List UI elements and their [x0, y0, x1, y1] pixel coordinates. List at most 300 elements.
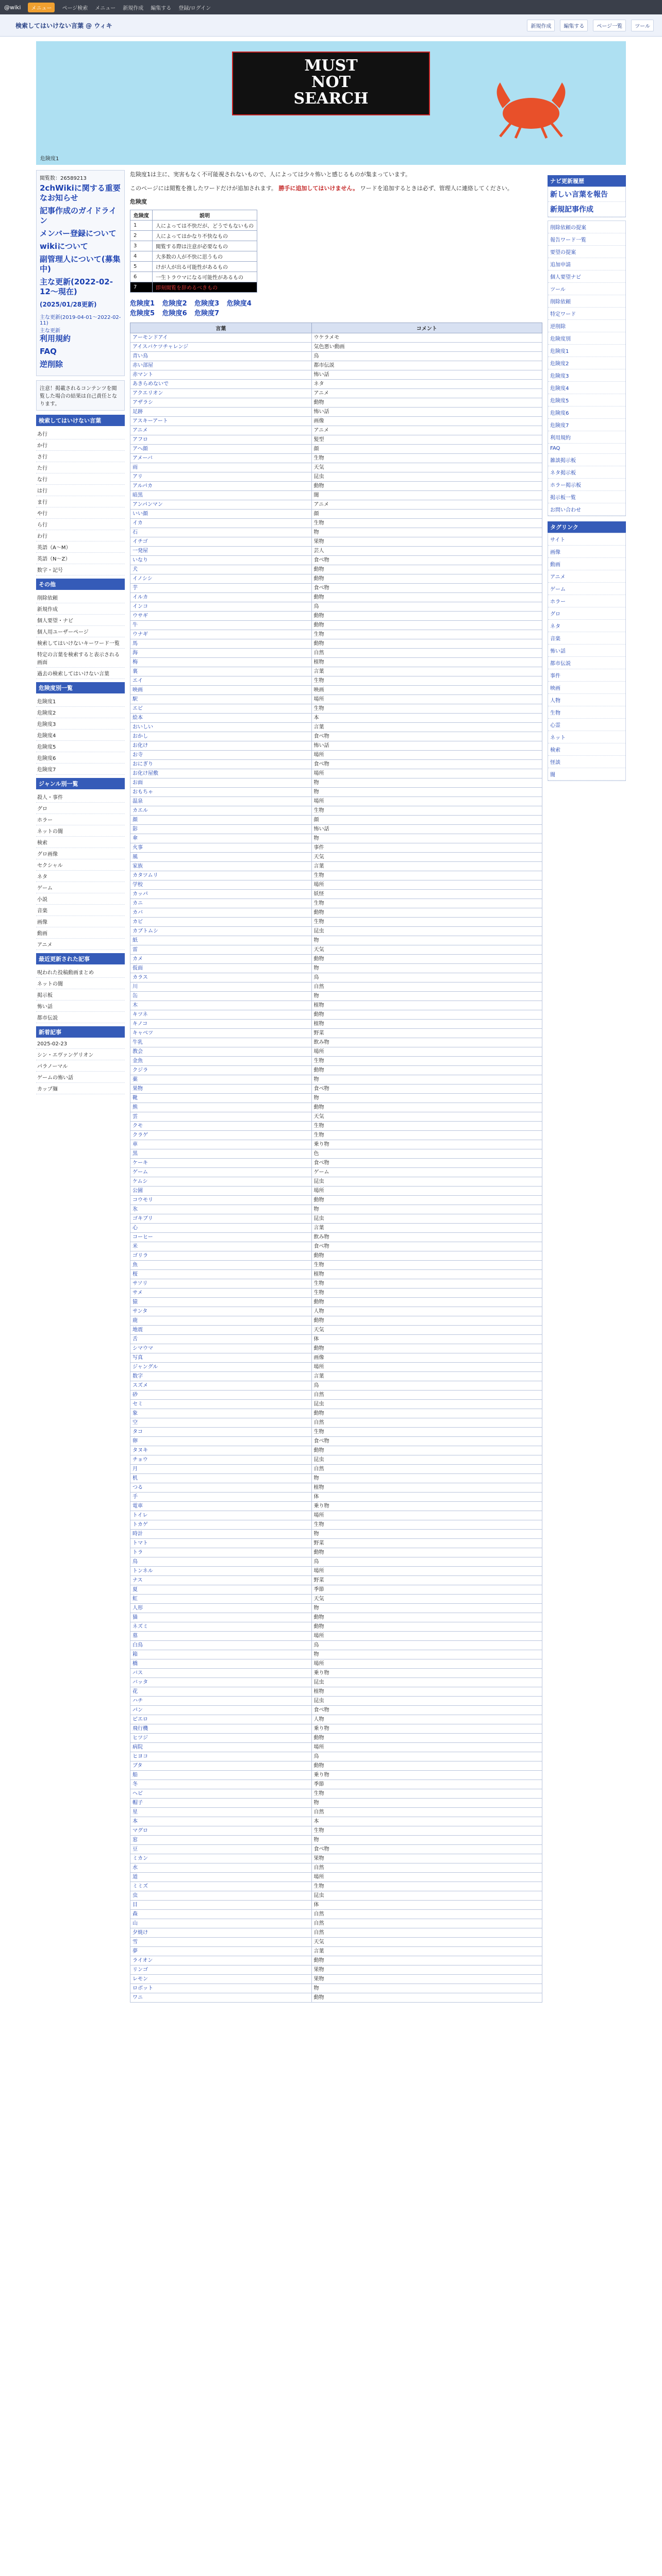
word-cell[interactable]: 公園: [130, 1187, 312, 1196]
word-cell[interactable]: カエル: [130, 806, 312, 816]
word-cell[interactable]: ヘビ: [130, 1789, 312, 1799]
word-cell[interactable]: 病院: [130, 1743, 312, 1752]
word-cell[interactable]: ブタ: [130, 1761, 312, 1771]
nav-item[interactable]: や行: [36, 507, 125, 519]
category-link[interactable]: 危険度7: [194, 310, 220, 317]
genre-item[interactable]: ゲーム: [36, 882, 125, 893]
word-cell[interactable]: 卵: [130, 1437, 312, 1446]
nav-item[interactable]: 英語（A～M）: [36, 541, 125, 553]
genre-item[interactable]: ホラー: [36, 814, 125, 825]
word-cell[interactable]: アメーバ: [130, 454, 312, 463]
word-cell[interactable]: アンパンマン: [130, 500, 312, 510]
word-cell[interactable]: エイ: [130, 676, 312, 686]
word-cell[interactable]: アイスバケツチャレンジ: [130, 343, 312, 352]
word-cell[interactable]: ヒヨコ: [130, 1752, 312, 1761]
word-cell[interactable]: 一発屋: [130, 547, 312, 556]
word-cell[interactable]: ウナギ: [130, 630, 312, 639]
word-cell[interactable]: サンタ: [130, 1307, 312, 1316]
category-link[interactable]: 危険度3: [194, 300, 220, 308]
word-cell[interactable]: トカゲ: [130, 1520, 312, 1530]
word-cell[interactable]: ゴキブリ: [130, 1214, 312, 1224]
word-cell[interactable]: お寺: [130, 751, 312, 760]
word-cell[interactable]: 赤い部屋: [130, 361, 312, 370]
word-cell[interactable]: 夕焼け: [130, 1928, 312, 1938]
word-cell[interactable]: アスキーアート: [130, 417, 312, 426]
word-cell[interactable]: 月: [130, 1465, 312, 1474]
danger-item[interactable]: 危険度3: [36, 718, 125, 730]
word-cell[interactable]: 本: [130, 1817, 312, 1826]
other-item[interactable]: 過去の検索してはいけない言葉: [36, 668, 125, 679]
word-cell[interactable]: イカ: [130, 519, 312, 528]
nav-item[interactable]: な行: [36, 473, 125, 485]
word-cell[interactable]: ケムシ: [130, 1177, 312, 1187]
right-link[interactable]: 報告ワード一覧: [548, 233, 625, 246]
word-cell[interactable]: クジラ: [130, 1066, 312, 1075]
word-cell[interactable]: 紙: [130, 936, 312, 945]
word-cell[interactable]: 鳥: [130, 1557, 312, 1567]
right-link[interactable]: 危険度3: [548, 369, 625, 382]
brand[interactable]: [0, 4, 25, 11]
right-link[interactable]: 危険度2: [548, 357, 625, 369]
word-cell[interactable]: 夢: [130, 1947, 312, 1956]
word-cell[interactable]: ネズミ: [130, 1622, 312, 1632]
word-cell[interactable]: カニ: [130, 899, 312, 908]
nav-item[interactable]: ら行: [36, 519, 125, 530]
word-cell[interactable]: ハチ: [130, 1697, 312, 1706]
left-sub-link-2[interactable]: 利用規約: [40, 334, 71, 343]
right-tag[interactable]: ゲーム: [548, 583, 625, 595]
word-cell[interactable]: イノシシ: [130, 574, 312, 584]
right-link[interactable]: 雑談掲示板: [548, 454, 625, 466]
word-cell[interactable]: 目: [130, 1901, 312, 1910]
word-cell[interactable]: ゴリラ: [130, 1251, 312, 1261]
nav-item[interactable]: ま行: [36, 496, 125, 507]
genre-item[interactable]: アニメ: [36, 939, 125, 950]
word-cell[interactable]: 仮面: [130, 964, 312, 973]
word-cell[interactable]: キツネ: [130, 1010, 312, 1020]
genre-item[interactable]: ネタ: [36, 871, 125, 882]
word-cell[interactable]: お面: [130, 778, 312, 788]
nav-item[interactable]: 数字・記号: [36, 564, 125, 575]
nav-item[interactable]: 英語（N～Z）: [36, 553, 125, 564]
word-cell[interactable]: ヒツジ: [130, 1734, 312, 1743]
word-cell[interactable]: 雲: [130, 1112, 312, 1122]
word-cell[interactable]: 写真: [130, 1353, 312, 1363]
genre-item[interactable]: 音楽: [36, 905, 125, 916]
word-cell[interactable]: 豆: [130, 1845, 312, 1854]
word-cell[interactable]: 山: [130, 1919, 312, 1928]
word-cell[interactable]: 星: [130, 1808, 312, 1817]
word-cell[interactable]: 窓: [130, 1836, 312, 1845]
word-cell[interactable]: ミミズ: [130, 1882, 312, 1891]
word-cell[interactable]: 帽子: [130, 1799, 312, 1808]
word-cell[interactable]: 海: [130, 649, 312, 658]
word-cell[interactable]: お化け: [130, 741, 312, 751]
category-link[interactable]: 危険度1: [130, 300, 155, 308]
right-link[interactable]: ツール: [548, 283, 625, 295]
breadcrumb[interactable]: 危険度1: [40, 156, 59, 162]
word-cell[interactable]: シマウマ: [130, 1344, 312, 1353]
word-cell[interactable]: カビ: [130, 918, 312, 927]
left-sub-link-4[interactable]: 逆削除: [40, 360, 63, 369]
recent-item[interactable]: 掲示板: [36, 989, 125, 1001]
word-cell[interactable]: 影: [130, 825, 312, 834]
word-cell[interactable]: 暗黒: [130, 491, 312, 500]
right-tag[interactable]: アニメ: [548, 570, 625, 583]
wiki-title[interactable]: 検索してはいけない言葉 @ ウィキ: [15, 22, 112, 29]
recent-item[interactable]: 呪われた投稿動画まとめ: [36, 967, 125, 978]
right-tag[interactable]: グロ: [548, 607, 625, 620]
word-cell[interactable]: クモ: [130, 1122, 312, 1131]
subbar-tools[interactable]: ツール: [631, 20, 654, 31]
genre-item[interactable]: 小説: [36, 893, 125, 905]
nav-item[interactable]: さ行: [36, 451, 125, 462]
word-cell[interactable]: 犬: [130, 565, 312, 574]
category-link[interactable]: 危険度2: [162, 300, 187, 308]
word-cell[interactable]: カメ: [130, 955, 312, 964]
right-link[interactable]: 危険度5: [548, 394, 625, 406]
right-link[interactable]: 危険度6: [548, 406, 625, 419]
word-cell[interactable]: トンネル: [130, 1567, 312, 1576]
word-cell[interactable]: エビ: [130, 704, 312, 714]
word-cell[interactable]: 船: [130, 1771, 312, 1780]
right-tag[interactable]: ホラー: [548, 595, 625, 607]
word-cell[interactable]: 火事: [130, 843, 312, 853]
word-cell[interactable]: アルパカ: [130, 482, 312, 491]
word-cell[interactable]: おかし: [130, 732, 312, 741]
right-tag[interactable]: 検索: [548, 743, 625, 756]
word-cell[interactable]: バス: [130, 1669, 312, 1678]
word-cell[interactable]: 道: [130, 1873, 312, 1882]
word-cell[interactable]: 石: [130, 528, 312, 537]
topbar-tool-search[interactable]: ページ検索: [62, 5, 88, 11]
word-cell[interactable]: インコ: [130, 602, 312, 612]
word-cell[interactable]: カブトムシ: [130, 927, 312, 936]
word-cell[interactable]: 人形: [130, 1604, 312, 1613]
menu-pill[interactable]: メニュー: [28, 3, 55, 12]
word-cell[interactable]: コウモリ: [130, 1196, 312, 1205]
word-cell[interactable]: 馬: [130, 639, 312, 649]
word-cell[interactable]: 虹: [130, 1595, 312, 1604]
word-cell[interactable]: マグロ: [130, 1826, 312, 1836]
right-link[interactable]: ネタ掲示板: [548, 466, 625, 479]
right-tag[interactable]: 都市伝説: [548, 657, 625, 669]
word-cell[interactable]: 車: [130, 1140, 312, 1149]
word-cell[interactable]: 猿: [130, 1298, 312, 1307]
word-cell[interactable]: 裏: [130, 667, 312, 676]
danger-item[interactable]: 危険度2: [36, 707, 125, 718]
nav-item[interactable]: あ行: [36, 428, 125, 439]
word-cell[interactable]: ライオン: [130, 1956, 312, 1965]
word-cell[interactable]: 映画: [130, 686, 312, 695]
other-item[interactable]: 特定の言葉を検索すると表示される画面: [36, 649, 125, 668]
word-cell[interactable]: アフロ: [130, 435, 312, 445]
word-cell[interactable]: 象: [130, 1409, 312, 1418]
word-cell[interactable]: アーモンドアイ: [130, 333, 312, 343]
right-link[interactable]: 危険度4: [548, 382, 625, 394]
genre-item[interactable]: グロ: [36, 803, 125, 814]
word-cell[interactable]: 靴: [130, 1094, 312, 1103]
word-cell[interactable]: イルカ: [130, 593, 312, 602]
word-cell[interactable]: パン: [130, 1706, 312, 1715]
word-cell[interactable]: 鹿: [130, 1316, 312, 1326]
word-cell[interactable]: クラゲ: [130, 1131, 312, 1140]
word-cell[interactable]: 絵本: [130, 714, 312, 723]
right-tag[interactable]: 心霊: [548, 719, 625, 731]
word-cell[interactable]: 橋: [130, 1659, 312, 1669]
word-cell[interactable]: 薬: [130, 1075, 312, 1084]
genre-item[interactable]: グロ画像: [36, 848, 125, 859]
subbar-pages[interactable]: ページ一覧: [593, 20, 626, 31]
left-sub-link-1[interactable]: 主な更新: [40, 328, 60, 334]
word-cell[interactable]: 数字: [130, 1372, 312, 1381]
right-tag[interactable]: 怪談: [548, 756, 625, 768]
right-link[interactable]: 危険度1: [548, 345, 625, 357]
word-cell[interactable]: ウサギ: [130, 612, 312, 621]
recent-item[interactable]: 怖い話: [36, 1001, 125, 1012]
word-cell[interactable]: 舌: [130, 1335, 312, 1344]
word-cell[interactable]: 雪: [130, 1938, 312, 1947]
word-cell[interactable]: 熊: [130, 1103, 312, 1112]
word-cell[interactable]: ピエロ: [130, 1715, 312, 1724]
right-big-link[interactable]: 新しい言葉を報告: [548, 187, 625, 202]
danger-item[interactable]: 危険度1: [36, 696, 125, 707]
word-cell[interactable]: 飛行機: [130, 1724, 312, 1734]
left-big-link-0[interactable]: 2chWikiに関する重要なお知らせ: [40, 183, 121, 202]
left-big-link-5[interactable]: 主な更新(2022-02-12～現在): [40, 277, 113, 296]
word-cell[interactable]: イチゴ: [130, 537, 312, 547]
word-cell[interactable]: カタツムリ: [130, 871, 312, 880]
word-cell[interactable]: 地震: [130, 1326, 312, 1335]
category-link[interactable]: 危険度4: [226, 300, 252, 308]
recent-item[interactable]: ネットの闇: [36, 978, 125, 989]
right-link[interactable]: 特定ワード: [548, 308, 625, 320]
word-cell[interactable]: 冬: [130, 1780, 312, 1789]
word-cell[interactable]: 魚: [130, 1261, 312, 1270]
genre-item[interactable]: 画像: [36, 916, 125, 927]
right-link[interactable]: 利用規約: [548, 431, 625, 444]
word-cell[interactable]: 木: [130, 1001, 312, 1010]
danger-item[interactable]: 危険度5: [36, 741, 125, 752]
word-cell[interactable]: 机: [130, 1474, 312, 1483]
word-cell[interactable]: 足跡: [130, 408, 312, 417]
word-cell[interactable]: 虫: [130, 1891, 312, 1901]
word-cell[interactable]: 氷: [130, 1205, 312, 1214]
word-cell[interactable]: アヘ顔: [130, 445, 312, 454]
right-tag[interactable]: 生物: [548, 706, 625, 719]
word-cell[interactable]: 夏: [130, 1585, 312, 1595]
word-cell[interactable]: リンゴ: [130, 1965, 312, 1975]
word-cell[interactable]: いなり: [130, 556, 312, 565]
word-cell[interactable]: 雨: [130, 463, 312, 472]
word-cell[interactable]: 青い鳥: [130, 352, 312, 361]
other-item[interactable]: 個人要望・ナビ: [36, 615, 125, 626]
word-cell[interactable]: 風: [130, 853, 312, 862]
left-big-link-1[interactable]: 記事作成のガイドライン: [40, 206, 117, 225]
word-cell[interactable]: 傘: [130, 834, 312, 843]
genre-item[interactable]: 検索: [36, 837, 125, 848]
right-big-link[interactable]: 新規記事作成: [548, 202, 625, 217]
subbar-new[interactable]: 新規作成: [527, 20, 555, 31]
word-cell[interactable]: 雷: [130, 945, 312, 955]
word-cell[interactable]: キノコ: [130, 1020, 312, 1029]
topbar-tool-edit[interactable]: 編集する: [151, 5, 172, 11]
left-big-link-2[interactable]: メンバー登録について: [40, 229, 117, 238]
word-cell[interactable]: トラ: [130, 1548, 312, 1557]
right-tag[interactable]: 事件: [548, 669, 625, 682]
right-link[interactable]: 危険度別: [548, 332, 625, 345]
word-cell[interactable]: 牛: [130, 621, 312, 630]
word-cell[interactable]: 教会: [130, 1047, 312, 1057]
other-item[interactable]: 新規作成: [36, 603, 125, 615]
word-cell[interactable]: 米: [130, 1242, 312, 1251]
genre-item[interactable]: 動画: [36, 927, 125, 939]
right-link[interactable]: 掲示板一覧: [548, 491, 625, 503]
word-cell[interactable]: いい顔: [130, 510, 312, 519]
word-cell[interactable]: ワニ: [130, 1993, 312, 2003]
right-link[interactable]: 削除依頼: [548, 295, 625, 308]
word-cell[interactable]: 金魚: [130, 1057, 312, 1066]
topbar-tool-new[interactable]: 新規作成: [123, 5, 144, 11]
nav-item[interactable]: た行: [36, 462, 125, 473]
word-cell[interactable]: スズメ: [130, 1381, 312, 1391]
other-item[interactable]: 削除依頼: [36, 592, 125, 603]
word-cell[interactable]: 果物: [130, 1084, 312, 1094]
word-cell[interactable]: お化け屋敷: [130, 769, 312, 778]
right-tag[interactable]: 人物: [548, 694, 625, 706]
subbar-edit[interactable]: 編集する: [560, 20, 588, 31]
word-cell[interactable]: タコ: [130, 1428, 312, 1437]
word-cell[interactable]: ミカン: [130, 1854, 312, 1863]
word-cell[interactable]: セミ: [130, 1400, 312, 1409]
word-cell[interactable]: 時計: [130, 1530, 312, 1539]
word-cell[interactable]: アクエリオン: [130, 389, 312, 398]
word-cell[interactable]: 猫: [130, 1613, 312, 1622]
word-cell[interactable]: ゲーム: [130, 1168, 312, 1177]
left-sub-link-0[interactable]: 主な更新(2019-04-01～2022-02-11): [40, 315, 121, 326]
right-link[interactable]: ホラー掲示板: [548, 479, 625, 491]
other-item[interactable]: 検索してはいけないキーワード一覧: [36, 637, 125, 649]
topbar-tool-menu[interactable]: メニュー: [95, 5, 116, 11]
right-link[interactable]: 追加申請: [548, 258, 625, 270]
word-cell[interactable]: 缶: [130, 992, 312, 1001]
word-cell[interactable]: タヌキ: [130, 1446, 312, 1455]
category-link[interactable]: 危険度5: [130, 310, 155, 317]
right-tag[interactable]: ネット: [548, 731, 625, 743]
word-cell[interactable]: バッタ: [130, 1678, 312, 1687]
nav-item[interactable]: は行: [36, 485, 125, 496]
word-cell[interactable]: 花: [130, 1687, 312, 1697]
category-link[interactable]: 危険度6: [162, 310, 187, 317]
left-big-link-4[interactable]: 副管理人について(募集中): [40, 255, 121, 274]
right-link[interactable]: 危険度7: [548, 419, 625, 431]
word-cell[interactable]: 森: [130, 1910, 312, 1919]
word-cell[interactable]: 水: [130, 1863, 312, 1873]
genre-item[interactable]: セクシャル: [36, 859, 125, 871]
right-link[interactable]: 個人要望ナビ: [548, 270, 625, 283]
genre-item[interactable]: 殺人・事件: [36, 791, 125, 803]
right-link[interactable]: 逆削除: [548, 320, 625, 332]
right-tag[interactable]: 怖い話: [548, 645, 625, 657]
word-cell[interactable]: 電車: [130, 1502, 312, 1511]
right-tag[interactable]: 音楽: [548, 632, 625, 645]
word-cell[interactable]: レモン: [130, 1975, 312, 1984]
nav-item[interactable]: わ行: [36, 530, 125, 541]
danger-item[interactable]: 危険度4: [36, 730, 125, 741]
right-tag[interactable]: 闇: [548, 768, 625, 781]
word-cell[interactable]: 赤マント: [130, 370, 312, 380]
danger-item[interactable]: 危険度7: [36, 764, 125, 775]
right-link[interactable]: お問い合わせ: [548, 503, 625, 516]
word-cell[interactable]: トマト: [130, 1539, 312, 1548]
word-cell[interactable]: 桜: [130, 1270, 312, 1279]
word-cell[interactable]: 家族: [130, 862, 312, 871]
word-cell[interactable]: ロボット: [130, 1984, 312, 1993]
word-cell[interactable]: ナス: [130, 1576, 312, 1585]
word-cell[interactable]: おにぎり: [130, 760, 312, 769]
word-cell[interactable]: ケーキ: [130, 1159, 312, 1168]
right-link[interactable]: FAQ: [548, 444, 625, 454]
genre-item[interactable]: ネットの闇: [36, 825, 125, 837]
word-cell[interactable]: 心: [130, 1224, 312, 1233]
recent-item[interactable]: 都市伝説: [36, 1012, 125, 1023]
word-cell[interactable]: 梅: [130, 658, 312, 667]
new-item[interactable]: パラノーマル: [36, 1060, 125, 1072]
word-cell[interactable]: あきらめないで: [130, 380, 312, 389]
word-cell[interactable]: カラス: [130, 973, 312, 982]
word-cell[interactable]: 砂: [130, 1391, 312, 1400]
right-tag[interactable]: 動画: [548, 558, 625, 570]
word-cell[interactable]: 学校: [130, 880, 312, 890]
word-cell[interactable]: 空: [130, 1418, 312, 1428]
left-big-link-3[interactable]: wikiについて: [40, 242, 88, 251]
other-item[interactable]: 個人用ユーザーページ: [36, 626, 125, 637]
right-tag[interactable]: ネタ: [548, 620, 625, 632]
word-cell[interactable]: おもちゃ: [130, 788, 312, 797]
word-cell[interactable]: キャベツ: [130, 1029, 312, 1038]
word-cell[interactable]: カッパ: [130, 890, 312, 899]
word-cell[interactable]: 手: [130, 1493, 312, 1502]
word-cell[interactable]: トイレ: [130, 1511, 312, 1520]
right-link[interactable]: 削除依頼の提案: [548, 221, 625, 233]
word-cell[interactable]: 牛乳: [130, 1038, 312, 1047]
nav-item[interactable]: か行: [36, 439, 125, 451]
word-cell[interactable]: 芋: [130, 584, 312, 593]
word-cell[interactable]: アリ: [130, 472, 312, 482]
right-tag[interactable]: 映画: [548, 682, 625, 694]
word-cell[interactable]: サメ: [130, 1289, 312, 1298]
brand-text[interactable]: @wiki: [4, 4, 21, 11]
word-cell[interactable]: 箱: [130, 1650, 312, 1659]
new-item[interactable]: カップ麺: [36, 1083, 125, 1094]
word-cell[interactable]: 墓: [130, 1632, 312, 1641]
new-item[interactable]: シン・エヴァンゲリオン: [36, 1049, 125, 1060]
word-cell[interactable]: チョウ: [130, 1455, 312, 1465]
danger-item[interactable]: 危険度6: [36, 752, 125, 764]
word-cell[interactable]: 白鳥: [130, 1641, 312, 1650]
right-link[interactable]: 要望の提案: [548, 246, 625, 258]
word-cell[interactable]: コーヒー: [130, 1233, 312, 1242]
word-cell[interactable]: サソリ: [130, 1279, 312, 1289]
word-cell[interactable]: 顔: [130, 816, 312, 825]
word-cell[interactable]: ジャングル: [130, 1363, 312, 1372]
word-cell[interactable]: おいしい: [130, 723, 312, 732]
new-item[interactable]: ゲームの怖い話: [36, 1072, 125, 1083]
left-big-link-6[interactable]: (2025/01/28更新): [40, 301, 97, 308]
word-cell[interactable]: 黒: [130, 1149, 312, 1159]
word-cell[interactable]: 川: [130, 982, 312, 992]
word-cell[interactable]: 温泉: [130, 797, 312, 806]
